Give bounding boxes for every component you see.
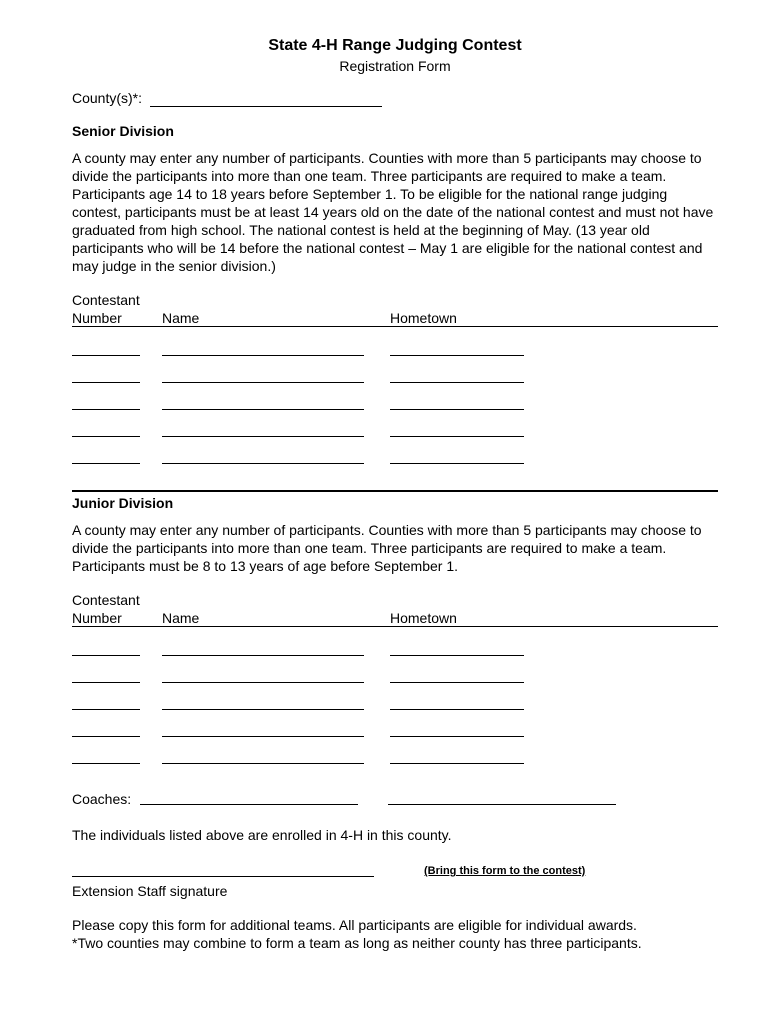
name-line[interactable]	[162, 762, 364, 764]
table-row	[72, 414, 718, 441]
number-line[interactable]	[72, 708, 140, 710]
name-header: Name	[162, 610, 200, 626]
number-line[interactable]	[72, 681, 140, 683]
form-subtitle: Registration Form	[339, 58, 451, 74]
footer-note-1: Please copy this form for additional teams. All participants are eligible for individual awards.	[72, 917, 637, 933]
hometown-line[interactable]	[390, 408, 524, 410]
coach-1-line[interactable]	[140, 790, 358, 805]
contestant-header-line1: Contestant	[72, 292, 140, 308]
name-line[interactable]	[162, 654, 364, 656]
coach-2-line[interactable]	[388, 790, 616, 805]
coaches-label: Coaches:	[72, 791, 132, 807]
name-line[interactable]	[162, 435, 364, 437]
signature-row	[72, 860, 718, 882]
hometown-line[interactable]	[390, 735, 524, 737]
junior-division-section	[72, 494, 718, 768]
hometown-line[interactable]	[390, 381, 524, 383]
name-header: Name	[162, 310, 200, 326]
number-line[interactable]	[72, 735, 140, 737]
registration-form	[72, 36, 718, 952]
table-row	[72, 633, 718, 660]
number-line[interactable]	[72, 354, 140, 356]
number-line[interactable]	[72, 435, 140, 437]
table-row	[72, 441, 718, 468]
table-row	[72, 360, 718, 387]
number-line[interactable]	[72, 381, 140, 383]
name-line[interactable]	[162, 381, 364, 383]
number-line[interactable]	[72, 462, 140, 464]
senior-entry-rows	[72, 333, 718, 468]
number-header: Number	[72, 310, 122, 326]
number-line[interactable]	[72, 762, 140, 764]
hometown-line[interactable]	[390, 435, 524, 437]
table-row	[72, 333, 718, 360]
senior-division-section	[72, 122, 718, 468]
name-line[interactable]	[162, 408, 364, 410]
junior-division-heading: Junior Division	[72, 495, 174, 511]
name-line[interactable]	[162, 354, 364, 356]
coaches-field	[72, 790, 718, 812]
table-row	[72, 687, 718, 714]
bring-form-note: (Bring this form to the contest)	[424, 865, 586, 877]
hometown-line[interactable]	[390, 654, 524, 656]
senior-column-headers	[72, 291, 718, 327]
name-line[interactable]	[162, 681, 364, 683]
junior-entry-rows	[72, 633, 718, 768]
hometown-header: Hometown	[390, 310, 457, 326]
county-field	[72, 89, 718, 107]
signature-line[interactable]	[72, 862, 374, 877]
hometown-line[interactable]	[390, 681, 524, 683]
hometown-line[interactable]	[390, 762, 524, 764]
number-line[interactable]	[72, 654, 140, 656]
hometown-line[interactable]	[390, 462, 524, 464]
senior-division-heading: Senior Division	[72, 123, 174, 139]
table-row	[72, 714, 718, 741]
junior-division-text: A county may enter any number of participants. Counties with more than 5 participants may choose to divide the participants into more than one team. Three participants are required to make a team. Participants must be 8 to 13 years of age before September 1.	[72, 522, 702, 574]
number-header: Number	[72, 610, 122, 626]
senior-division-text: A county may enter any number of participants. Counties with more than 5 participants may choose to divide the participants into more than one team. Three participants are required to make a team. Participants age 14 to 18 years before September 1. To be eligible for the national range judging contest, participants must be at least 14 years old on the date of the national contest and must not have graduated from high school. The national contest is held at the beginning of May. (13 year old participants who will be 14 before the national contest – May 1 are eligible for the national contest and may judge in the senior division.)	[72, 150, 714, 274]
form-title: State 4-H Range Judging Contest	[268, 37, 522, 54]
name-line[interactable]	[162, 708, 364, 710]
junior-column-headers	[72, 591, 718, 627]
section-divider	[72, 490, 718, 492]
number-line[interactable]	[72, 408, 140, 410]
county-label: County(s)*:	[72, 90, 143, 106]
table-row	[72, 387, 718, 414]
footer-note-2: *Two counties may combine to form a team as long as neither county has three participants.	[72, 935, 642, 951]
name-line[interactable]	[162, 462, 364, 464]
contestant-header-line1: Contestant	[72, 592, 140, 608]
enrollment-statement: The individuals listed above are enrolled in 4-H in this county.	[72, 827, 452, 843]
signature-label: Extension Staff signature	[72, 883, 228, 899]
name-line[interactable]	[162, 735, 364, 737]
table-row	[72, 741, 718, 768]
hometown-line[interactable]	[390, 708, 524, 710]
table-row	[72, 660, 718, 687]
county-input-line[interactable]	[150, 92, 382, 107]
hometown-line[interactable]	[390, 354, 524, 356]
hometown-header: Hometown	[390, 610, 457, 626]
